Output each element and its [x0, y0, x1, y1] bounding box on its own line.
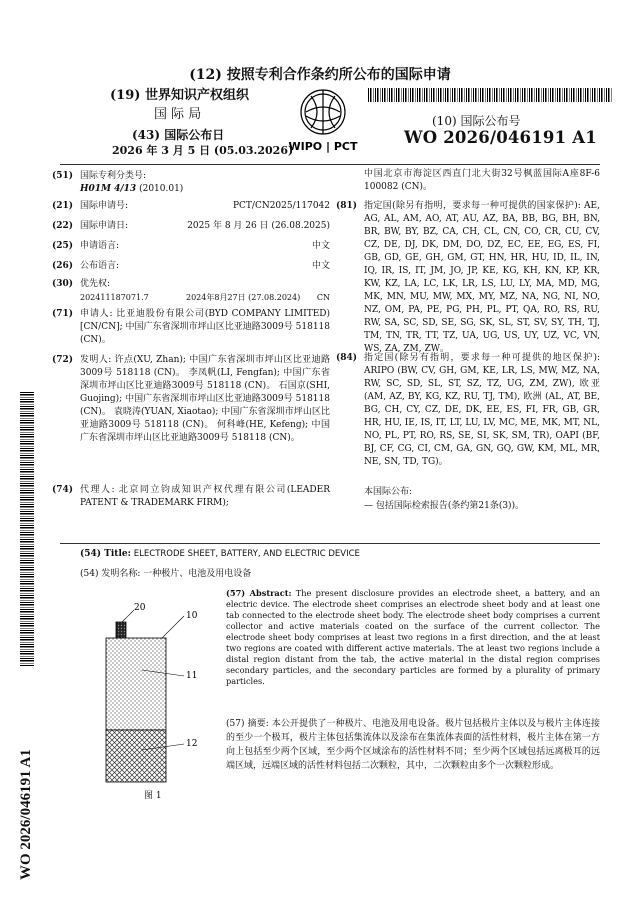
- abstract-zh: (57) 摘要: 本公开提供了一种极片、电池及用电设备。极片包括极片主体以及与极片主体连接的至少一个极耳，极片主体包括集流体以及涂布在集流体表面的活性材料，极片主体在第一方向上包括至少两个区域，至少两个区域涂布的活性材料不同；至少两个区域包括远离极耳的远端区域，远端区域的活性材料包括二次颗粒，其中，二次颗粒由多个一次颗粒形成。: [226, 719, 600, 771]
- field-72: [52, 354, 330, 445]
- f26-label: 公布语言:: [80, 261, 120, 271]
- label-12: 12: [186, 739, 198, 749]
- priority-date: 2024年8月27日 (27.08.2024): [186, 293, 301, 302]
- abstract-en-text: The present disclosure provides an electrode sheet, a battery, and an electric device. The electrode sheet comprises an electrode sheet body and at least one tab connected to the electrode sheet body. The electrode sheet body comprises a current collector and active materials coated on the surface of the current collector. The electrode sheet body comprises at least two regions in a first direction, and the at least two regions are coated with different active materials. The at least two regions include a distal region distant from the tab, the active material in the distal region comprises secondary particles, and the secondary particles are formed by a plurality of primary particles.: [226, 588, 600, 686]
- region-11: [106, 638, 166, 730]
- field-26: [52, 260, 330, 273]
- side-publication-number: WO 2026/046191 A1: [18, 749, 34, 880]
- label-20: 20: [134, 603, 146, 613]
- label-10: 10: [186, 611, 198, 621]
- publication-language: 中文: [311, 261, 330, 271]
- org-code: (19): [110, 88, 141, 103]
- code-22: (22): [52, 221, 74, 231]
- publication-date-label: (43) 国际公布日: [132, 128, 225, 142]
- top-barcode: [368, 88, 613, 102]
- field-84: [336, 352, 600, 469]
- f51-label: 国际专利分类号:: [80, 171, 147, 181]
- title-en-code: (54) Title:: [80, 549, 131, 559]
- label-11: 11: [186, 671, 198, 681]
- publication-date: 2026 年 3 月 5 日 (05.03.2026): [112, 144, 294, 157]
- abstract-en-label: (57) Abstract:: [226, 588, 292, 598]
- published-item: — 包括国际检索报告(条约第21条(3))。: [364, 501, 525, 511]
- application-number: PCT/CN2025/117042: [232, 201, 330, 211]
- publication-number: WO 2026/046191 A1: [404, 128, 597, 147]
- abstract-en: [226, 588, 600, 687]
- field-81: [336, 200, 600, 356]
- field-30: [52, 278, 330, 305]
- code-84: (84): [336, 353, 358, 363]
- field-74: [52, 484, 330, 510]
- org-bureau: 国 际 局: [154, 107, 202, 122]
- ipc-date: (2010.01): [139, 184, 184, 194]
- title-en: ELECTRODE SHEET, BATTERY, AND ELECTRIC DEVICE: [133, 549, 360, 559]
- inventors: 发明人: 许点(XU, Zhan); 中国广东省深圳市坪山区比亚迪路3009号 518118 (CN)。 李凤帆(LI, Fengfan); 中国广东省深圳市坪山区比亚迪路3009号 518118 (CN)。 石国京(SHI, Guojing); 中国广东省深圳市坪山区比亚迪路3009号 518118 (CN)。 袁晓涛(YUAN, Xiaotao); 中国广东省深圳市坪山区比亚迪路3009号 518118 (CN)。 何科峰(HE, Kefeng); 中国广东省深圳市坪山区比亚迪路3009号 518118 (CN)。: [80, 355, 330, 443]
- f25-label: 申请语言:: [80, 241, 120, 251]
- region-12: [106, 730, 166, 782]
- tab-20: [116, 622, 126, 638]
- designated-regions: 指定国(除另有指明，要求每一种可提供的地区保护): ARIPO (BW, CV, GH, GM, KE, LR, LS, MW, MZ, NA, RW, SC, SD, SL, ST, SZ, TZ, UG, ZM, ZW), 欧亚 (AM, AZ, BY, KG, KZ, RU, TJ, TM), 欧洲 (AL, AT, BE, BG, CH, CY, CZ, DE, DK, EE, ES, FI, FR, GB, GR, HR, HU, IE, IS, IT, LT, LU, LV, MC, ME, MK, MT, NL, NO, PL, PT, RO, RS, SE, SI, SK, SM, TR), OAPI (BF, BJ, CF, CG, CI, CM, GA, GN, GQ, GW, KM, ML, MR, NE, SN, TD, TG)。: [364, 353, 600, 467]
- code-25: (25): [52, 241, 74, 251]
- title-zh: (54) 发明名称: 一种极片、电池及用电设备: [80, 569, 252, 579]
- field-22: [52, 220, 330, 233]
- applicant: 申请人: 比亚迪股份有限公司(BYD COMPANY LIMITED) [CN/CN]; 中国广东省深圳市坪山区比亚迪路3009号 518118 (CN)。: [80, 309, 330, 345]
- agent-address-cont: 中国北京市海淀区西直门北大街32号枫蓝国际A座8F-6 100082 (CN)。: [364, 169, 600, 192]
- title-en-line: [80, 548, 600, 561]
- figure-1: [102, 600, 212, 800]
- header-divider: [60, 164, 600, 165]
- priority-number: 202411187071.7: [80, 293, 149, 302]
- code-81: (81): [336, 201, 358, 211]
- filing-language: 中文: [311, 241, 330, 251]
- f21-label: 国际申请号:: [80, 201, 129, 211]
- field-25: [52, 240, 330, 253]
- published-label: 本国际公布:: [364, 487, 413, 497]
- field-21: [52, 200, 330, 213]
- ipc-class: H01M 4/13: [80, 184, 137, 194]
- code-21: (21): [52, 201, 74, 211]
- code-26: (26): [52, 261, 74, 271]
- publication-number-label: (10) 国际公布号: [432, 114, 521, 128]
- organization-block: [110, 84, 260, 122]
- field-71: [52, 308, 330, 347]
- side-barcode: [20, 392, 34, 667]
- designated-states: 指定国(除另有指明，要求每一种可提供的国家保护): AE, AG, AL, AM, AO, AT, AU, AZ, BA, BB, BG, BH, BN, BR, BW, BY, BZ, CA, CH, CL, CN, CO, CR, CU, CV, CZ, DE, DJ, DK, DM, DO, DZ, EC, EE, EG, ES, FI, GB, GD, GE, GH, GM, GT, HN, HR, HU, ID, IL, IN, IQ, IR, IS, IT, JM, JO, JP, KE, KG, KH, KN, KP, KR, KW, KZ, LA, LC, LK, LR, LS, LU, LY, MA, MD, MG, MK, MN, MU, MW, MX, MY, MZ, NA, NG, NI, NO, NZ, OM, PA, PE, PG, PH, PL, PT, QA, RO, RS, RU, RW, SA, SC, SD, SE, SG, SK, SL, ST, SV, SY, TH, TJ, TM, TN, TR, TT, TZ, UA, UG, US, UY, UZ, VC, VN, WS, ZA, ZM, ZW。: [364, 201, 600, 354]
- filing-date: 2025 年 8 月 26 日 (26.08.2025): [187, 221, 330, 231]
- code-71: (71): [52, 309, 74, 319]
- org-name: 世界知识产权组织: [144, 88, 249, 103]
- priority-country: CN: [316, 293, 330, 302]
- figure-caption: 图 1: [144, 791, 162, 801]
- code-72: (72): [52, 355, 74, 365]
- document-title: (12) 按照专利合作条约所公布的国际申请: [189, 67, 451, 83]
- f30-label: 优先权:: [80, 279, 111, 289]
- f22-label: 国际申请日:: [80, 221, 129, 231]
- code-74: (74): [52, 485, 74, 495]
- field-51: [52, 170, 330, 196]
- wipo-text: WIPO | PCT: [288, 140, 358, 153]
- biblio-divider: [60, 543, 600, 544]
- agent: 代理人: 北京同立钧成知识产权代理有限公司(LEADER PATENT & TRADEMARK FIRM);: [80, 485, 330, 508]
- code-51: (51): [52, 171, 74, 181]
- code-30: (30): [52, 279, 74, 289]
